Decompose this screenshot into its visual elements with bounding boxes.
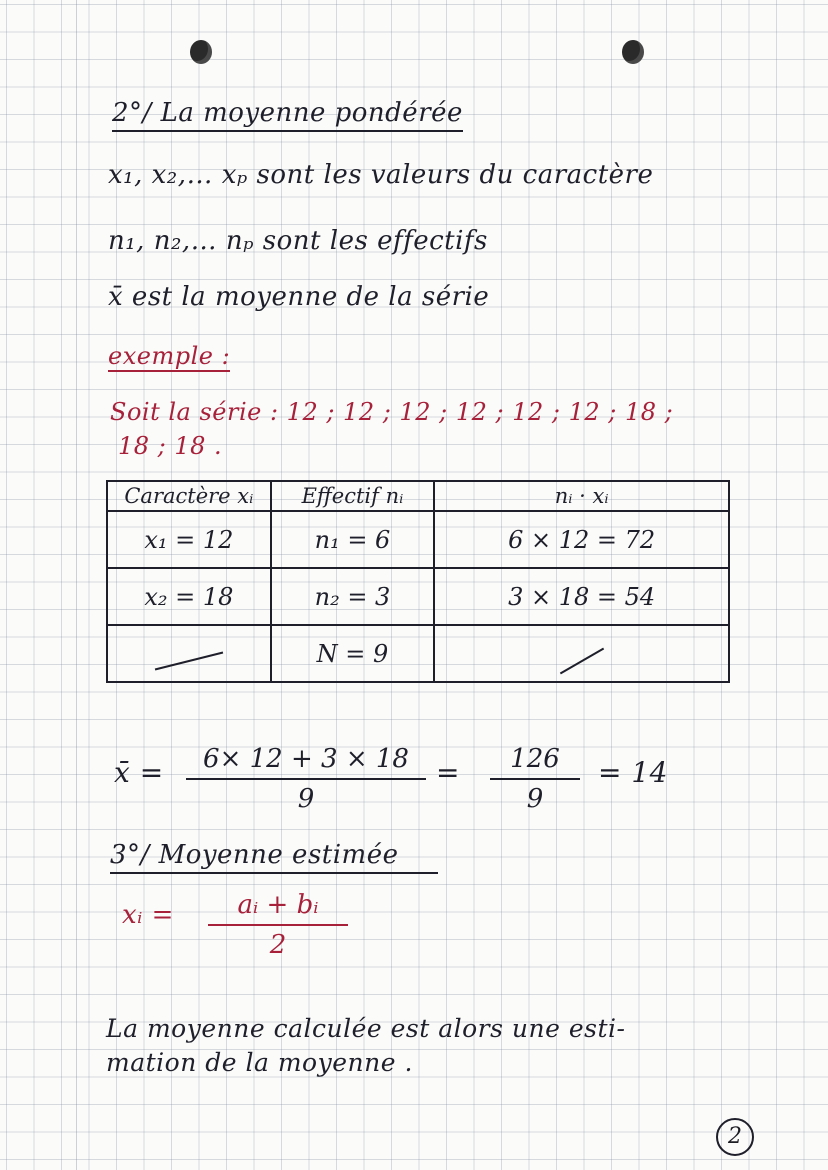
equals-sign: = — [436, 756, 460, 789]
mean-fraction-2 — [490, 744, 580, 814]
margin-line — [76, 0, 77, 1170]
series-line-1: Soit la série : 12 ; 12 ; 12 ; 12 ; 12 ; 12 ; 18 ; — [110, 398, 674, 426]
table-cell: 3 × 18 = 54 — [434, 568, 729, 625]
mean-symbol: x̄ = — [114, 756, 164, 789]
example-label: exemple : — [108, 342, 231, 370]
midpoint-denominator: 2 — [269, 930, 287, 960]
midpoint-symbol: xᵢ = — [122, 900, 174, 930]
table-cell: x₂ = 18 — [107, 568, 271, 625]
table-header-row — [107, 481, 729, 511]
table-cell-empty — [107, 625, 271, 682]
conclusion-line-2: mation de la moyenne . — [106, 1048, 413, 1077]
mean-numerator: 6× 12 + 3 × 18 — [186, 744, 426, 780]
table-row — [107, 568, 729, 625]
frequency-table — [106, 480, 730, 683]
table-cell: x₁ = 12 — [107, 511, 271, 568]
sum-numerator: 126 — [490, 744, 580, 780]
sum-denominator: 9 — [526, 784, 544, 814]
effectifs-definition: n₁, n₂,… nₚ sont les effectifs — [108, 226, 488, 256]
values-definition: x₁, x₂,… xₚ sont les valeurs du caractère — [108, 160, 654, 190]
midpoint-fraction — [208, 890, 348, 960]
mean-result: = 14 — [598, 756, 668, 789]
table-row — [107, 511, 729, 568]
section-3-title: 3°/ Moyenne estimée — [110, 840, 438, 874]
table-cell: 6 × 12 = 72 — [434, 511, 729, 568]
table-row — [107, 625, 729, 682]
mean-denominator: 9 — [297, 784, 315, 814]
mean-fraction-1 — [186, 744, 426, 814]
table-cell-empty — [434, 625, 729, 682]
table-cell: N = 9 — [271, 625, 435, 682]
section-2-title: 2°/ La moyenne pondérée — [112, 98, 463, 132]
conclusion-line-1: La moyenne calculée est alors une esti- — [106, 1014, 626, 1043]
binder-hole-right — [622, 40, 644, 64]
strike-mark — [559, 647, 603, 674]
midpoint-numerator: aᵢ + bᵢ — [208, 890, 348, 926]
table-cell: n₂ = 3 — [271, 568, 435, 625]
binder-hole-left — [190, 40, 212, 64]
header-product: nᵢ · xᵢ — [434, 481, 729, 511]
table-cell: n₁ = 6 — [271, 511, 435, 568]
header-caractere: Caractère xᵢ — [107, 481, 271, 511]
page-number: 2 — [716, 1118, 754, 1156]
mean-definition: x̄ est la moyenne de la série — [108, 282, 490, 312]
strike-mark — [155, 651, 223, 670]
header-effectif: Effectif nᵢ — [271, 481, 435, 511]
series-line-2: 18 ; 18 . — [118, 432, 223, 460]
